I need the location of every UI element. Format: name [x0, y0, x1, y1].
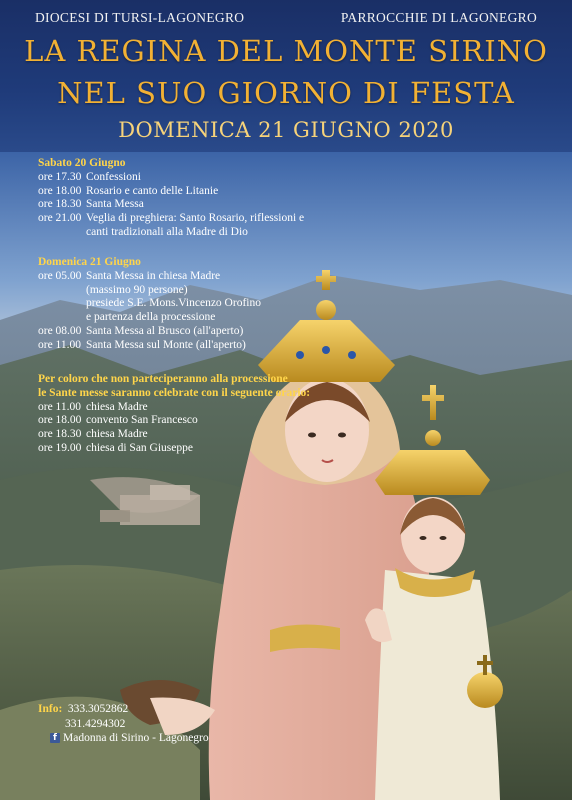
phone-number-2: 331.4294302: [65, 717, 126, 730]
schedule-continuation: e partenza della processione: [86, 311, 216, 324]
title-line-2: NEL SUO GIORNO DI FESTA: [57, 76, 515, 110]
schedule-time: ore 05.00: [38, 269, 82, 282]
schedule-row: [38, 414, 310, 428]
schedule-text: Rosario e canto delle Litanie: [86, 184, 219, 197]
schedule-time: ore 18.00: [38, 184, 82, 197]
schedule-continuation: canti tradizionali alla Madre di Dio: [86, 225, 248, 238]
schedule-row: [38, 325, 261, 339]
saturday-schedule: [38, 157, 304, 240]
schedule-time: ore 18.30: [38, 198, 82, 211]
schedule-time: ore 21.00: [38, 212, 82, 225]
schedule-row: [38, 270, 261, 284]
schedule-text: convento San Francesco: [86, 414, 198, 427]
schedule-time: ore 17.30: [38, 170, 82, 183]
schedule-text: Confessioni: [86, 170, 141, 183]
schedule-time: ore 18.30: [38, 428, 82, 441]
schedule-row: [38, 428, 310, 442]
schedule-row: [38, 212, 304, 226]
schedule-text: Santa Messa al Brusco (all'aperto): [86, 324, 244, 337]
alternative-mass-schedule: [38, 373, 310, 456]
schedule-text: chiesa di San Giuseppe: [86, 441, 193, 454]
schedule-row: [38, 401, 310, 415]
schedule-row: [38, 185, 304, 199]
event-date: DOMENICA 21 GIUGNO 2020: [118, 118, 454, 142]
schedule-text: chiesa Madre: [86, 428, 148, 441]
schedule-text: Santa Messa: [86, 198, 144, 211]
sunday-schedule: [38, 256, 261, 353]
schedule-text: Santa Messa sul Monte (all'aperto): [86, 338, 246, 351]
schedule-text: Veglia di preghiera: Santo Rosario, riflessioni e: [86, 212, 305, 225]
info-label: Info:: [38, 703, 63, 715]
schedule-row: [38, 339, 261, 353]
diocese-label: DIOCESI DI TURSI-LAGONEGRO: [35, 10, 245, 25]
note-heading-line-1: Per coloro che non parteciperanno alla processione: [38, 373, 288, 385]
schedule-time: ore 19.00: [38, 441, 82, 454]
schedule-time: ore 11.00: [38, 400, 82, 413]
schedule-time: ore 11.00: [38, 338, 82, 351]
schedule-text: chiesa Madre: [86, 400, 148, 413]
note-heading-line-2: le Sante messe saranno celebrate con il seguente orario:: [38, 386, 311, 399]
parishes-label: PARROCCHIE DI LAGONEGRO: [340, 10, 537, 25]
facebook-icon: f: [50, 733, 60, 743]
facebook-row: [38, 731, 209, 746]
facebook-page-name: Madonna di Sirino - Lagonegro: [63, 732, 209, 744]
schedule-row: [38, 171, 304, 185]
schedule-time: ore 08.00: [38, 324, 82, 337]
schedule-text: Santa Messa in chiesa Madre: [86, 269, 221, 282]
schedule-row: [38, 442, 310, 456]
schedule-time: ore 18.00: [38, 414, 82, 427]
title-line-1: LA REGINA DEL MONTE SIRINO: [24, 34, 548, 68]
schedule-row: [38, 198, 304, 212]
schedule-continuation: presiede S.E. Mons.Vincenzo Orofino: [86, 297, 261, 310]
phone-number-1: 333.3052862: [67, 703, 129, 715]
contact-info: [38, 702, 209, 746]
saturday-heading: Sabato 20 Giugno: [38, 157, 126, 169]
schedule-continuation: (massimo 90 persone): [86, 283, 188, 296]
sunday-heading: Domenica 21 Giugno: [38, 256, 141, 268]
